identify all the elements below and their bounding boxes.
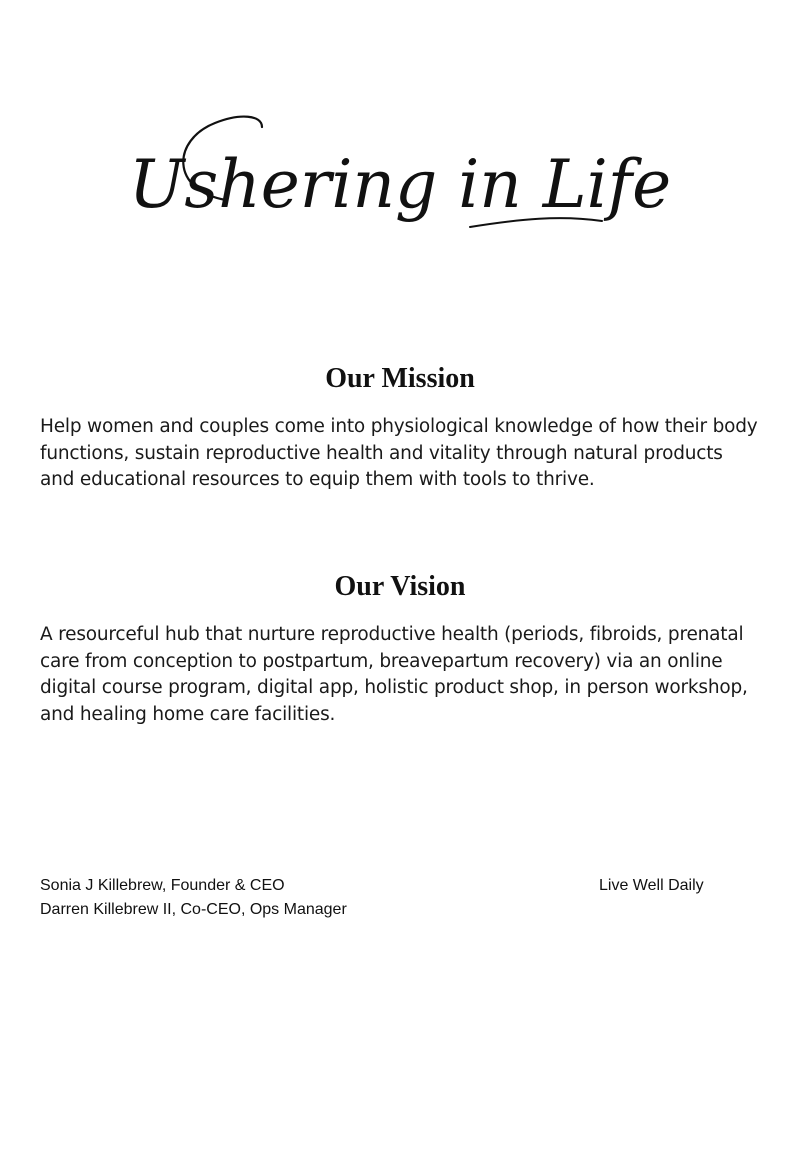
coceo-credit: Darren Killebrew II, Co-CEO, Ops Manager (40, 901, 347, 918)
vision-heading: Our Vision (334, 571, 466, 602)
founder-credit: Sonia J Killebrew, Founder & CEO (40, 877, 285, 894)
logo-title (0, 95, 800, 255)
script-logo (0, 95, 800, 255)
vision-body: A resourceful hub that nurture reproductive health (periods, fibroids, prenatal care from conception to postpartum, breavepartum recovery) via an online digital course program, digital app, holistic product shop, in person workshop, and healing home care facilities. (40, 624, 748, 725)
mission-heading: Our Mission (325, 363, 475, 394)
mission-body: Help women and couples come into physiological knowledge of how their body functions, sustain reproductive health and vitality through natural products and educational resources to equip them with tools to thrive. (40, 416, 758, 490)
vision-section (40, 570, 760, 728)
logo-text: Ushering in Life (128, 146, 672, 223)
mission-section (40, 362, 760, 494)
footer-credits (40, 874, 347, 922)
footer-tagline: Live Well Daily (599, 877, 704, 894)
